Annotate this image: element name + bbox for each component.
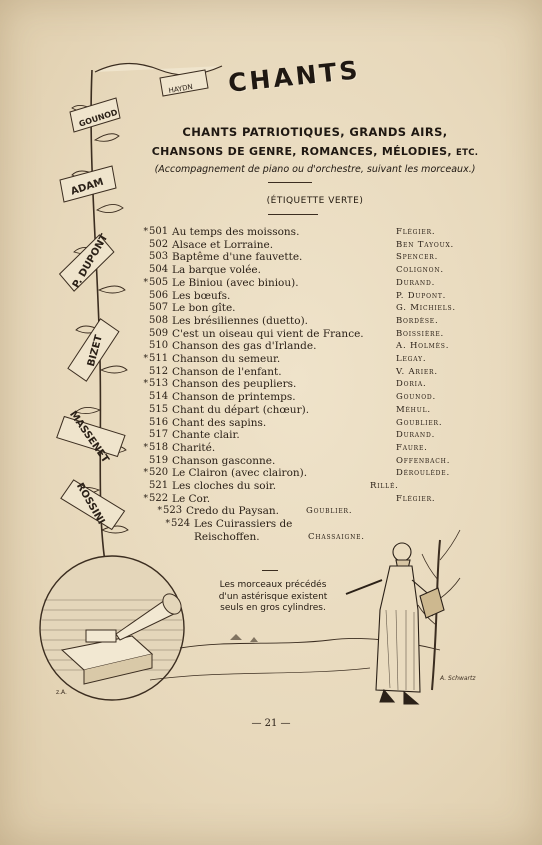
song-title: Chanson de printemps. [172, 391, 296, 404]
song-row [162, 518, 492, 530]
song-number: 520 [149, 467, 169, 479]
song-title: Chant du départ (chœur). [172, 403, 310, 416]
song-number: 518 [149, 441, 169, 453]
song-row [162, 531, 492, 543]
song-composer: Boissière. [396, 328, 444, 339]
asterisk-mark: * [143, 354, 148, 364]
banner-bizet: BIZET [85, 333, 105, 368]
song-row [154, 505, 484, 517]
asterisk-mark: * [143, 442, 148, 453]
song-row [140, 302, 470, 314]
asterisk-mark: * [157, 506, 162, 517]
song-composer: Spencer. [396, 252, 439, 263]
song-composer: Chassaigne. [308, 531, 365, 542]
song-number: 521 [149, 480, 169, 491]
song-number: 512 [149, 365, 169, 377]
song-composer: Goublier. [396, 417, 443, 428]
note-line-2: d'un astérisque existent [218, 591, 328, 602]
song-number: 514 [149, 391, 169, 403]
song-number: 511 [149, 353, 169, 364]
song-row [140, 417, 470, 429]
song-number: 516 [149, 416, 169, 428]
song-title: Chant des sapins. [172, 416, 267, 429]
song-number: 524 [171, 518, 191, 530]
song-composer: Ben Tayoux. [396, 239, 455, 250]
song-composer: Faure. [396, 442, 428, 453]
song-row [140, 251, 470, 263]
song-title: Reischoffen. [194, 530, 260, 543]
asterisk-mark: * [143, 493, 148, 504]
song-row [140, 404, 470, 416]
page-title: CHANTS [226, 55, 362, 98]
song-title: Le Clairon (avec clairon). [172, 467, 308, 480]
song-composer: G. Michiels. [396, 303, 456, 314]
song-composer: P. Dupont. [396, 290, 447, 301]
song-number: 519 [149, 454, 169, 466]
song-title: Les cloches du soir. [172, 480, 277, 492]
subtitle-etc: ETC. [455, 148, 479, 158]
subtitle-genres-2-text: CHANSONS DE GENRE, ROMANCES, MÉLODIES, [151, 145, 452, 158]
song-composer: Bordèse. [396, 315, 439, 326]
subtitle-accompaniment: (Accompagnement de piano ou d'orchestre, suivant les morceaux.) [154, 164, 476, 175]
song-number: 522 [149, 492, 169, 504]
song-composer: Colignon. [396, 265, 444, 276]
song-row [140, 442, 470, 454]
song-row [140, 480, 470, 492]
asterisk-mark: * [143, 379, 148, 390]
song-title: Baptême d'une fauvette. [172, 251, 303, 264]
song-title: Chante clair. [172, 429, 240, 442]
asterisk-mark: * [143, 468, 148, 479]
song-number: 517 [149, 429, 169, 441]
song-composer: Durand. [396, 430, 436, 441]
song-title: La barque volée. [172, 264, 261, 277]
song-row [140, 366, 470, 378]
song-composer: A. Holmès. [396, 341, 450, 352]
song-title: Le bon gîte. [172, 302, 236, 315]
song-row [140, 239, 470, 251]
asterisk-mark: * [165, 519, 170, 530]
note-line-1: Les morceaux précédés [219, 580, 327, 590]
song-row [140, 378, 470, 390]
song-row [140, 340, 470, 352]
song-row [140, 467, 470, 479]
song-row [140, 290, 470, 302]
subtitle-genres: CHANTS PATRIOTIQUES, GRANDS AIRS, [182, 125, 448, 139]
song-number: 515 [149, 403, 169, 415]
song-composer: Durand. [396, 277, 436, 288]
song-title: Les brésiliennes (duetto). [172, 314, 308, 327]
song-composer: Offenbach. [396, 455, 451, 466]
divider-note [262, 570, 278, 571]
song-number: 504 [149, 264, 169, 276]
song-composer: Gounod. [396, 392, 437, 403]
song-row [140, 264, 470, 276]
song-row [140, 493, 470, 505]
song-title: Charité. [172, 441, 216, 454]
song-title: Alsace et Lorraine. [172, 238, 274, 251]
asterisk-mark: * [143, 227, 148, 237]
song-number: 505 [149, 276, 169, 288]
svg-text:z.A.: z.A. [56, 689, 67, 696]
song-number: 503 [149, 251, 169, 263]
song-number: 502 [149, 238, 169, 250]
page-number: — 21 — [251, 718, 291, 729]
banner-rossini: ROSSINI [73, 481, 107, 527]
song-row [140, 429, 470, 441]
song-title: Les bœufs. [172, 289, 231, 302]
song-number: 501 [149, 226, 169, 237]
svg-text:A. Schwartz: A. Schwartz [440, 675, 476, 682]
song-composer: Legay. [396, 354, 427, 364]
song-title: Le Biniou (avec biniou). [172, 276, 299, 289]
note-line-3: seuls en gros cylindres. [220, 603, 326, 613]
song-composer: Méhul. [396, 404, 431, 415]
song-composer: Goublier. [306, 506, 353, 517]
banner-massenet: MASSENET [67, 409, 111, 465]
song-composer: V. Arier. [396, 366, 438, 377]
song-row [140, 391, 470, 403]
song-number: 513 [149, 378, 169, 390]
song-title: C'est un oiseau qui vient de France. [172, 327, 364, 340]
song-composer: Doria. [396, 379, 427, 390]
song-number: 510 [149, 340, 169, 352]
banner-adam: ADAM [69, 176, 106, 198]
asterisk-note [188, 580, 358, 615]
song-row [140, 277, 470, 289]
song-title: Le Cor. [172, 492, 211, 505]
asterisk-mark: * [143, 277, 148, 288]
banner-haydn: HAYDN [168, 82, 194, 95]
song-title: Chanson des peupliers. [172, 378, 297, 391]
song-title: Chanson du semeur. [172, 353, 281, 365]
song-number: 506 [149, 289, 169, 301]
song-composer: Déroulède. [396, 468, 450, 479]
song-title: Les Cuirassiers de [194, 518, 293, 531]
song-title: Au temps des moissons. [172, 226, 300, 238]
song-row [140, 226, 470, 238]
song-number: 508 [149, 314, 169, 326]
song-number: 507 [149, 302, 169, 314]
song-number: 509 [149, 327, 169, 339]
song-row [140, 315, 470, 327]
song-title: Credo du Paysan. [186, 505, 280, 518]
banner-dupont: P. DUPONT [70, 232, 111, 291]
song-composer: Flégier. [396, 493, 436, 504]
banner-gounod: GOUNOD [77, 107, 119, 129]
label-heading: (ÉTIQUETTE VERTE) [266, 196, 364, 206]
song-title: Chanson gasconne. [172, 454, 276, 467]
song-row [140, 455, 470, 467]
song-row [140, 328, 470, 340]
song-title: Chanson des gas d'Irlande. [172, 340, 317, 353]
song-row [140, 353, 470, 365]
song-composer: Flégier. [396, 227, 436, 237]
song-number: 523 [163, 505, 183, 517]
song-composer: Rillé. [370, 481, 399, 491]
song-title: Chanson de l'enfant. [172, 365, 282, 378]
